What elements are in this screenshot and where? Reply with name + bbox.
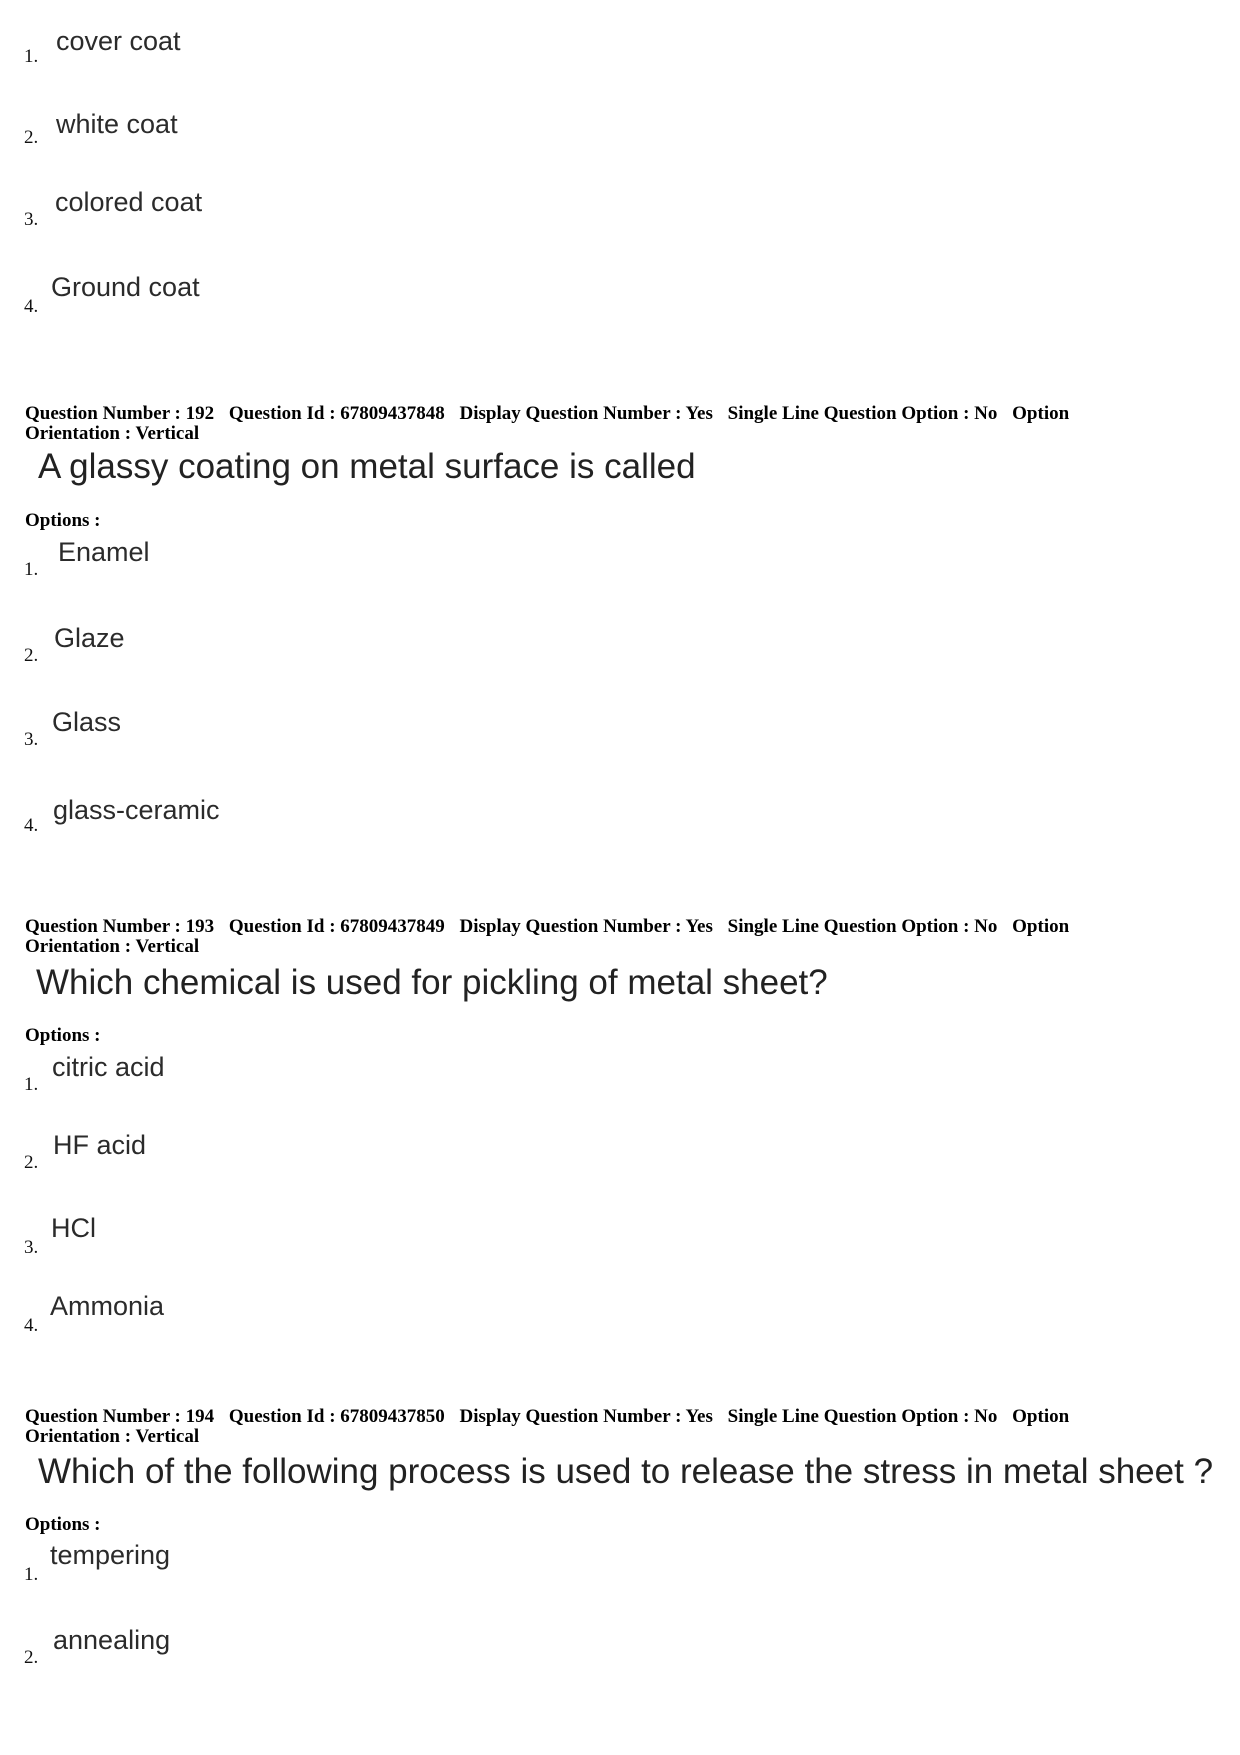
question-number: Question Number : 192 [25,403,215,424]
option-label: Enamel [58,537,150,567]
option-number: 1. [24,1074,39,1095]
question-id: Question Id : 67809437849 [228,916,445,937]
option-label: Ammonia [50,1291,165,1321]
option-orientation-a: Option [1012,916,1070,937]
options-label: Options : [25,1514,101,1535]
option-number: 4. [24,1315,39,1336]
option-orientation-b: Orientation : Vertical [25,423,200,444]
question-text: A glassy coating on metal surface is called [38,447,696,486]
question-meta [25,404,1205,444]
option-orientation-a: Option [1012,403,1070,424]
option-number: 1. [24,559,39,580]
question-meta [25,1407,1205,1447]
option-number: 4. [24,296,39,317]
option-orientation-b: Orientation : Vertical [25,936,200,957]
option-label: HCl [51,1213,96,1243]
question-meta [25,917,1205,957]
question-id: Question Id : 67809437848 [228,403,445,424]
single-line-option: Single Line Question Option : No [727,403,998,424]
display-question-number: Display Question Number : Yes [459,916,713,937]
option-orientation-a: Option [1012,1406,1070,1427]
display-question-number: Display Question Number : Yes [459,403,713,424]
single-line-option: Single Line Question Option : No [727,916,998,937]
option-number: 2. [24,1647,39,1668]
question-id: Question Id : 67809437850 [228,1406,445,1427]
options-label: Options : [25,510,101,531]
option-label: cover coat [56,26,181,56]
option-label: citric acid [52,1052,165,1082]
question-number: Question Number : 194 [25,1406,215,1427]
question-number: Question Number : 193 [25,916,215,937]
option-number: 3. [24,1237,39,1258]
option-number: 4. [24,815,39,836]
display-question-number: Display Question Number : Yes [459,1406,713,1427]
option-orientation-b: Orientation : Vertical [25,1426,200,1447]
option-number: 3. [24,729,39,750]
option-label: glass-ceramic [53,795,220,825]
option-label: Glaze [54,623,125,653]
option-label: HF acid [53,1130,147,1160]
question-text: Which of the following process is used to release the stress in metal sheet ? [38,1452,1214,1491]
options-label: Options : [25,1025,101,1046]
option-number: 1. [24,1564,39,1585]
option-number: 3. [24,209,39,230]
question-text: Which chemical is used for pickling of metal sheet? [36,963,828,1002]
option-label: Ground coat [51,272,200,302]
option-label: colored coat [55,187,203,217]
option-number: 2. [24,127,39,148]
single-line-option: Single Line Question Option : No [727,1406,998,1427]
option-label: Glass [52,707,122,737]
option-label: white coat [56,109,178,139]
option-label: annealing [53,1625,171,1655]
option-number: 2. [24,645,39,666]
option-label: tempering [50,1540,171,1570]
option-number: 2. [24,1152,39,1173]
option-number: 1. [24,46,39,67]
